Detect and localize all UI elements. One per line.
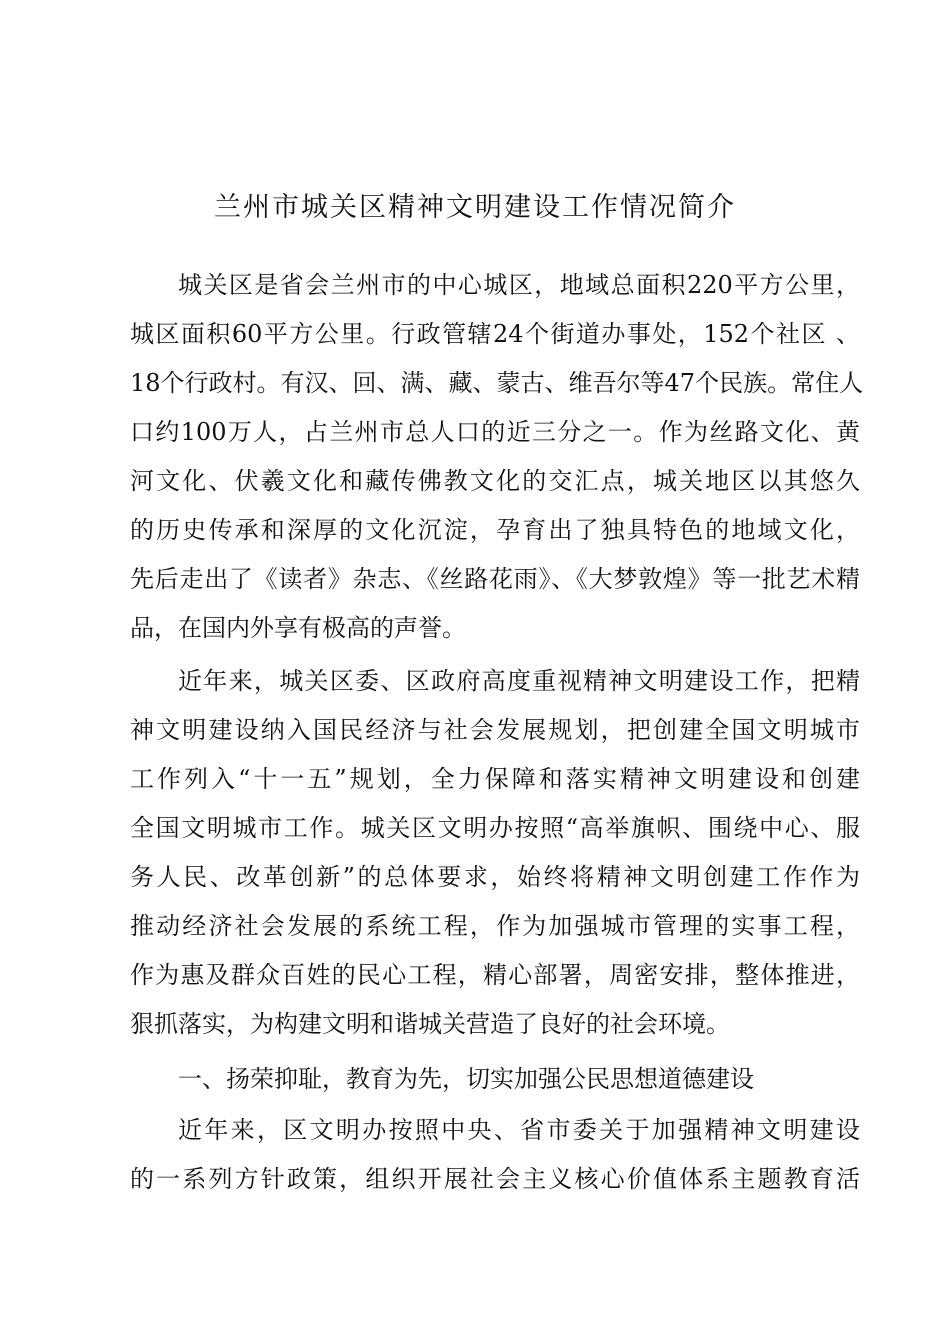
paragraph-line: 18个行政村。有汉、回、满、藏、蒙古、维吾尔等47个民族。常住人 xyxy=(130,369,864,397)
paragraph-line: 河文化、伏羲文化和藏传佛教文化的交汇点，城关地区以其悠久 xyxy=(130,467,860,495)
paragraph-line: 工作列入“十一五”规划，全力保障和落实精神文明建设和创建 xyxy=(130,765,860,793)
paragraph-line: 近年来，区文明办按照中央、省市委关于加强精神文明建设 xyxy=(178,1116,860,1144)
paragraph-line: 城区面积60平方公里。行政管辖24个街道办事处，152个社区 、 xyxy=(130,320,860,348)
paragraph-line: 口约100万人，占兰州市总人口的近三分之一。作为丝路文化、黄 xyxy=(130,418,860,446)
paragraph-line: 的历史传承和深厚的文化沉淀，孕育出了独具特色的地域文化， xyxy=(130,516,860,544)
paragraph-line: 作为惠及群众百姓的民心工程，精心部署，周密安排，整体推进， xyxy=(130,961,860,989)
section-heading: 一、扬荣抑耻，教育为先，切实加强公民思想道德建设 xyxy=(178,1065,754,1093)
paragraph-line: 的一系列方针政策，组织开展社会主义核心价值体系主题教育活 xyxy=(130,1165,860,1193)
paragraph-line: 狠抓落实，为构建文明和谐城关营造了良好的社会环境。 xyxy=(130,1010,730,1038)
paragraph-line: 推动经济社会发展的系统工程，作为加强城市管理的实事工程， xyxy=(130,912,860,940)
paragraph-line: 城关区是省会兰州市的中心城区，地域总面积220平方公里， xyxy=(178,271,860,299)
paragraph-line: 品，在国内外享有极高的声誉。 xyxy=(130,614,466,642)
paragraph-line: 神文明建设纳入国民经济与社会发展规划，把创建全国文明城市 xyxy=(130,716,860,744)
paragraph-line: 全国文明城市工作。城关区文明办按照“高举旗帜、围绕中心、服 xyxy=(130,814,860,842)
paragraph-line: 近年来，城关区委、区政府高度重视精神文明建设工作，把精 xyxy=(178,667,860,695)
paragraph-line: 务人民、改革创新”的总体要求，始终将精神文明创建工作作为 xyxy=(130,863,860,891)
document-title: 兰州市城关区精神文明建设工作情况简介 xyxy=(214,192,736,223)
paragraph-line: 先后走出了《读者》杂志、《丝路花雨》、《大梦敦煌》等一批艺术精 xyxy=(130,565,860,593)
